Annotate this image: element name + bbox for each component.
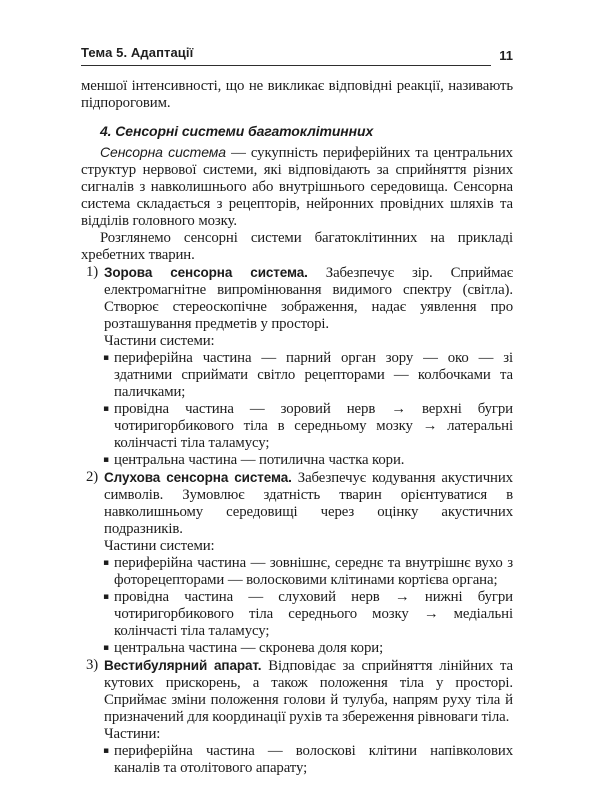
item-title: Вестибулярний апарат. (104, 658, 262, 673)
bullet-text: центральна частина — потилична частка кори. (114, 452, 405, 468)
item-title: Зорова сенсорна система. (104, 265, 308, 280)
parts-label: Частини системи: (104, 538, 215, 554)
page-body (81, 78, 513, 777)
item-number: 2) (86, 469, 99, 485)
item-title: Слухова сенсорна система. (104, 470, 292, 485)
bullet-text: провідна частина — слуховий нерв → нижні бугри чотиригорбикового тіла середнього мозку → медіальні колінчасті тіла таламусу; (114, 589, 513, 639)
term-sensory-system: Сенсорна система (100, 144, 226, 160)
bullet-square-icon: ▪ (103, 455, 109, 465)
page-number: 11 (499, 48, 513, 63)
paragraph-continuation: меншої інтенсивності, що не викликає відповідні реакції, називають підпороговим. (81, 78, 513, 111)
list-item-vestibular-apparatus (86, 657, 513, 777)
list-item-auditory-system (86, 469, 513, 657)
definition-text: — сукупність периферійних та центральних структур нервової системи, які відповідають за сприйняття різних сигналів з навколишнього або внутрішнього середовища. Сенсорна система складається з рецепторів, нейронних провідних шляхів та відділів головного мозку. (81, 145, 513, 229)
item-description: Відповідає за сприйняття лінійних та кутових прискорень, а також положення тіла у просторі. Сприймає зміни положення голови й тулуба, напрям руху тіла й призначений для координації рухів та збереження рівноваги тіла. (104, 658, 513, 725)
item-number: 3) (86, 657, 99, 673)
bullet-square-icon: ▪ (103, 592, 109, 602)
paragraph-definition (81, 144, 513, 230)
item-description: Забезпечує кодування акустичних символів. Зумовлює здатність тварин орієнтуватися в навколишньому середовищі через оцінку акустичних подразників. (104, 470, 513, 537)
bullet-text: провідна частина — зоровий нерв → верхні бугри чотиригорбикового тіла в середньому мозку → латеральні колінчасті тіла таламусу; (114, 401, 513, 451)
bullet-item (103, 555, 513, 589)
bullet-text: центральна частина — скронева доля кори; (114, 640, 384, 656)
bullet-item (103, 452, 513, 469)
bullet-text: периферійна частина — зовнішнє, середнє та внутрішнє вухо з фоторецепторами — волосковими клітинами кортієва органа; (114, 555, 513, 588)
header-rule (81, 44, 491, 66)
bullet-item (103, 589, 513, 640)
bullet-item (103, 350, 513, 401)
bullet-square-icon: ▪ (103, 643, 109, 653)
page-header (81, 44, 513, 66)
bullet-square-icon: ▪ (103, 353, 109, 363)
item-description: Забезпечує зір. Сприймає електромагнітне випромінювання видимого спектру (світла). Створює стереоскопічне зображення, надає уявлення про розташування предметів у просторі. (104, 265, 513, 332)
bullet-square-icon: ▪ (103, 746, 109, 756)
sensory-systems-list (81, 264, 513, 777)
item-number: 1) (86, 264, 99, 280)
parts-label: Частини: (104, 726, 161, 742)
bullet-item (103, 640, 513, 657)
bullet-item (103, 401, 513, 452)
bullet-square-icon: ▪ (103, 404, 109, 414)
bullet-square-icon: ▪ (103, 558, 109, 568)
bullet-text: периферійна частина — волоскові клітини напівколових каналів та отолітового апарату; (114, 743, 513, 776)
bullet-text: периферійна частина — парний орган зору — око — зі здатними сприймати світло рецепторами — колбочками та паличками; (114, 350, 513, 400)
paragraph-overview: Розглянемо сенсорні системи багатоклітинних на прикладі хребетних тварин. (81, 230, 513, 263)
parts-label: Частини системи: (104, 333, 215, 349)
list-item-visual-system (86, 264, 513, 469)
bullet-item (103, 743, 513, 777)
section-heading: 4. Сенсорні системи багатоклітинних (100, 123, 374, 139)
chapter-title: Тема 5. Адаптації (81, 45, 194, 60)
